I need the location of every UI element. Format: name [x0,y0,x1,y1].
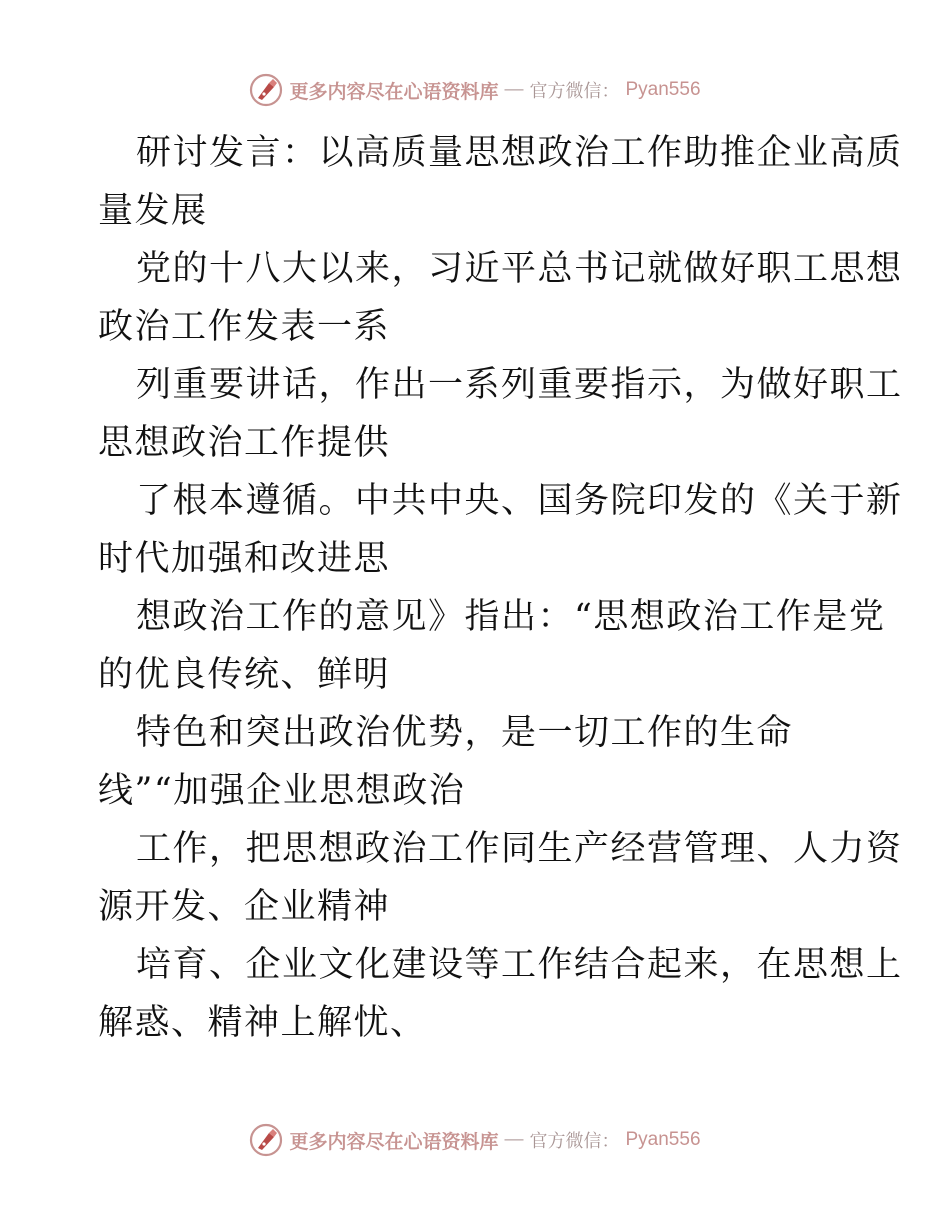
watermark-wechat-id: Pyan556 [625,79,701,100]
paragraph-line: 政治工作发表一系 [98,307,391,347]
paragraph [98,356,903,472]
pen-nib-icon [249,1123,283,1157]
paragraph-line: 的优良传统、鲜明 [98,655,391,695]
watermark-title: 更多内容尽在心语资料库 [289,80,499,103]
paragraph-line: 时代加强和改进思 [98,539,391,579]
paragraph-line: 量发展 [98,191,208,231]
paragraph-line: 研讨发言：以高质量思想政治工作助推企业高质 [136,133,903,173]
document-body [98,124,903,1052]
watermark-wechat-id: Pyan556 [625,1129,701,1150]
watermark-wechat-label: 官方微信： [529,1131,620,1152]
paragraph-line: 培育、企业文化建设等工作结合起来，在思想上 [136,945,903,985]
paragraph [98,240,903,356]
paragraph [98,124,903,240]
pen-nib-icon [249,73,283,107]
paragraph-line: 特色和突出政治优势，是一切工作的生命 [136,713,794,753]
paragraph [98,472,903,588]
watermark-wechat-label: 官方微信： [529,81,620,102]
watermark-title: 更多内容尽在心语资料库 [289,1130,499,1153]
paragraph [98,820,903,936]
paragraph-line: 思想政治工作提供 [98,423,391,463]
paragraph-line: 线”“加强企业思想政治 [98,771,466,811]
footer-watermark [0,1120,950,1160]
header-watermark [0,70,950,110]
paragraph-line: 源开发、企业精神 [98,887,391,927]
paragraph-line: 解惑、精神上解忧、 [98,1003,427,1043]
paragraph-line: 想政治工作的意见》指出：“思想政治工作是党 [136,597,886,637]
paragraph-line: 列重要讲话，作出一系列重要指示，为做好职工 [136,365,903,405]
paragraph [98,588,886,704]
paragraph [98,704,858,820]
paragraph [98,936,903,1052]
watermark-separator: — [504,79,524,100]
paragraph-line: 了根本遵循。中共中央、国务院印发的《关于新 [136,481,903,521]
paragraph-line: 工作，把思想政治工作同生产经营管理、人力资 [136,829,903,869]
watermark-separator: — [504,1129,524,1150]
paragraph-line: 党的十八大以来，习近平总书记就做好职工思想 [136,249,903,289]
